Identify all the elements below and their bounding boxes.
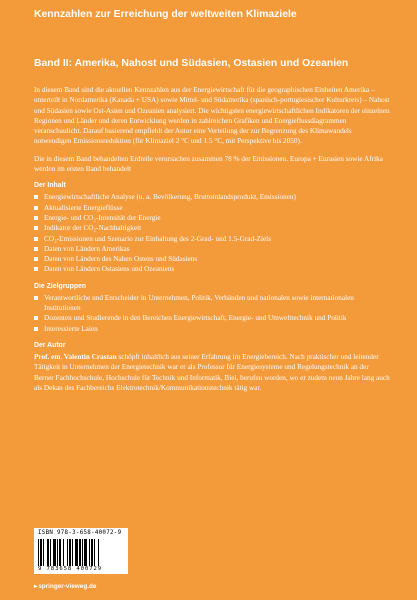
list-item: Dozenten und Studierende in den Bereichen Energiewirtschaft, Energie- und Umwelttechnik und Politik [34, 313, 390, 323]
author-heading: Der Autor [34, 341, 66, 349]
list-item: Aktualisierte Energieflüsse [34, 203, 390, 213]
list-item: Interessierte Laien [34, 324, 390, 334]
list-item: Daten von Ländern Ostasiens und Ozeaniens [34, 264, 390, 274]
website-text: springer-vieweg.de [38, 583, 97, 590]
list-item: Energiewirtschaftliche Analyse (u. a. Bevölkerung, Bruttoinlandsprodukt, Emissionen) [34, 192, 390, 202]
list-item: Verantwortliche und Entscheider in Unternehmen, Politik, Verbänden und nationalen sowie internationalen Institutionen [34, 293, 390, 314]
list-item: Indikator der CO₂-Nachhaltigkeit [34, 223, 390, 233]
emissions-note: Die in diesem Band behandelten Erdteile verursachen zusammen 78 % der Emissionen. Europa + Eurasien sowie Afrika werden im ersten Band behandelt [34, 154, 383, 174]
audience-list [34, 293, 390, 334]
author-name: Prof. em. Valentin Crastan [34, 352, 117, 361]
barcode-label [34, 528, 128, 574]
list-item: CO₂-Emissionen und Szenario zur Einhaltung des 2-Grad- und 1.5-Grad-Ziels [34, 234, 390, 244]
series-title: Kennzahlen zur Erreichung der weltweiten Klimaziele [34, 9, 297, 20]
publisher-website[interactable] [34, 582, 96, 590]
list-item: Daten von Ländern des Nahen Ostens und Südasiens [34, 254, 390, 264]
isbn-text: ISBN 978-3-658-40072-9 [38, 530, 122, 536]
author-paragraph [34, 352, 390, 393]
contents-heading: Der Inhalt [34, 182, 66, 190]
barcode-icon [38, 539, 124, 566]
contents-list [34, 192, 390, 274]
list-item: Energie- und CO₂-Intensität der Energie [34, 213, 390, 223]
audience-heading: Die Zielgruppen [34, 282, 87, 290]
intro-paragraph: In diesem Band sind die aktuellen Kennzahlen aus der Energiewirtschaft für die geographischen Einheiten Amerika – unterteilt in Nordamerika (Kanada + USA) sowie Mittel- und Südamerika (spanisch-portugiesischer Kulturkreis) – Nahost und Südasien sowie Ost-Asien und Ozeanien analysiert. Die wichtigsten energiewirtschaftlichen Indikatoren der einzelnen Regionen und Länder und deren Entwicklung werden in zahlreichen Grafiken und Energieflussdiagrammen veranschaulicht. Darauf basierend empfiehlt der Autor eine Verteilung der zur Begrenzung des Klimawandels notwendigen Emissionsreduktion (für Klimaziel 2 °C und 1.5 °C, mit Perspektive bis 2050). [34, 86, 390, 146]
list-item: Daten von Ländern Amerikas [34, 244, 390, 254]
back-cover-text [34, 85, 390, 400]
arrow-right-icon: ▸ [34, 583, 38, 590]
barcode-digits: 9 783658 400729 [38, 566, 103, 572]
author-bio: schöpft inhaltlich aus seiner Erfahrung im Energiebereich. Nach praktischer und leitender Tätigkeit in Unternehmen der Energietechnik war er als Professor für Energiesysteme und Regelungstechnik an der Berner Fachhochschule, Hochschule für Technik und Informatik, Biel, berufen worden, wo er zudem neun Jahre lang auch als Dekan des Fachbereichs Elektrotechnik/Kommunikationstechnik tätig war. [34, 352, 390, 392]
book-title: Band II: Amerika, Nahost und Südasien, Ostasien und Ozeanien [34, 58, 349, 69]
